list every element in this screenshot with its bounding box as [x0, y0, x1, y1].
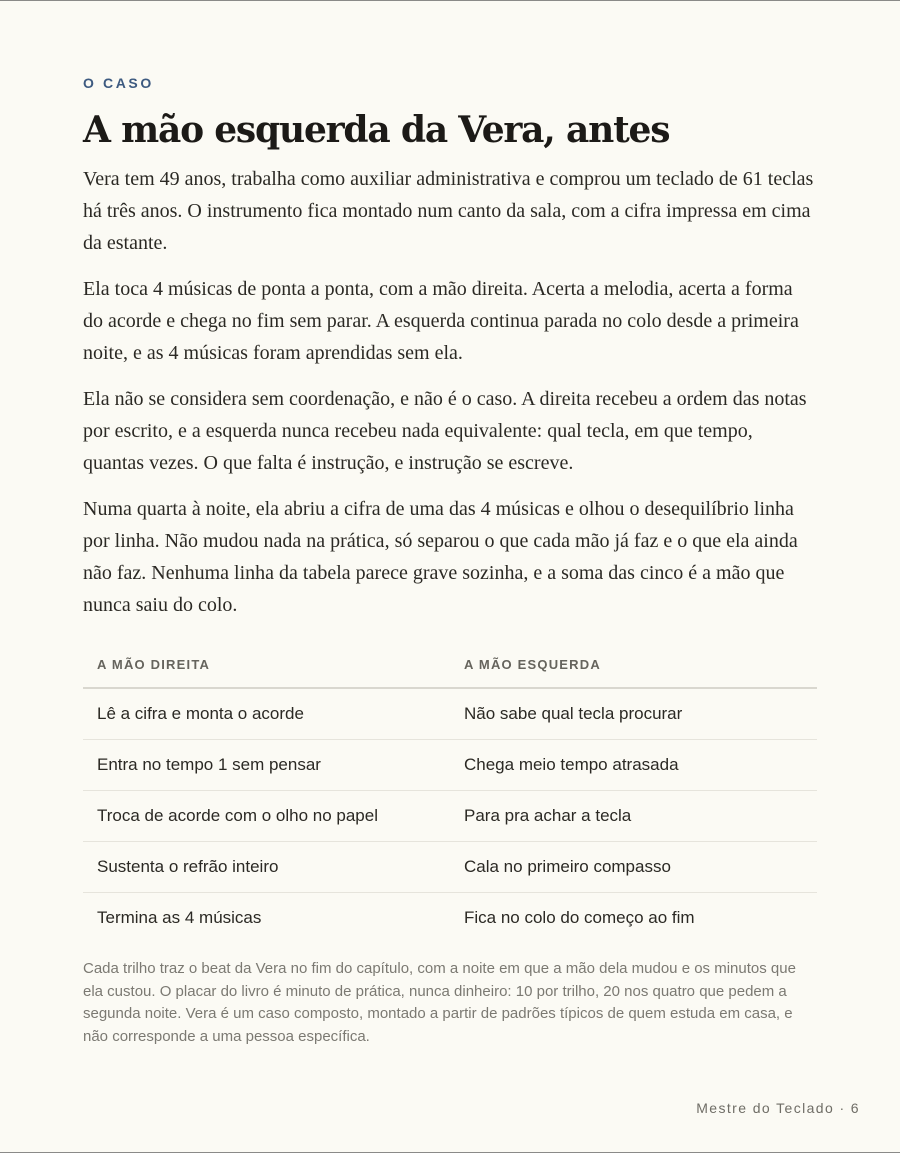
- column-header-right-hand: A MÃO DIREITA: [83, 641, 450, 688]
- paragraph: Numa quarta à noite, ela abriu a cifra de uma das 4 músicas e olhou o desequilíbrio linha por linha. Não mudou nada na prática, só separou o que cada mão já faz e o que ela ainda não faz. Nenhuma linha da tabela parece grave sozinha, e a soma das cinco é a mão que nunca saiu do colo.: [83, 498, 798, 616]
- table-row: [83, 893, 817, 944]
- body-text: [83, 163, 817, 635]
- table-cell: Chega meio tempo atrasada: [450, 740, 817, 791]
- table-cell: Troca de acorde com o olho no papel: [83, 791, 450, 842]
- paragraph: Vera tem 49 anos, trabalha como auxiliar administrativa e comprou um teclado de 61 teclas há três anos. O instrumento fica montado num canto da sala, com a cifra impressa em cima da estante.: [83, 168, 814, 254]
- table-cell: Termina as 4 músicas: [97, 908, 262, 927]
- paragraph: Ela toca 4 músicas de ponta a ponta, com a mão direita. Acerta a melodia, acerta a forma do acorde e chega no fim sem parar. A esquerda continua parada no colo desde a primeira noite, e as 4 músicas foram aprendidas sem ela.: [83, 278, 799, 364]
- section-kicker: O CASO: [83, 75, 154, 91]
- column-header-left-hand: A MÃO ESQUERDA: [450, 641, 817, 688]
- table-row: [83, 842, 817, 893]
- page-title: A mão esquerda da Vera, antes: [83, 109, 670, 151]
- table-cell: Não sabe qual tecla procurar: [450, 688, 817, 740]
- paragraph: Ela não se considera sem coordenação, e não é o caso. A direita recebeu a ordem das notas por escrito, e a esquerda nunca recebeu nada equivalente: qual tecla, em que tempo, quantas vezes. O que falta é instrução, e instrução se escreve.: [83, 388, 807, 474]
- table-row: [83, 740, 817, 791]
- table-cell: Sustenta o refrão inteiro: [83, 842, 450, 893]
- table-row: [83, 688, 817, 740]
- table-row: [83, 791, 817, 842]
- table-cell: Fica no colo do começo ao fim: [464, 908, 695, 927]
- footnote: Cada trilho traz o beat da Vera no fim do capítulo, com a noite em que a mão dela mudou e os minutos que ela custou. O placar do livro é minuto de prática, nunca dinheiro: 10 por trilho, 20 nos quatro que pedem a segunda noite. Vera é um caso composto, montado a partir de padrões típicos de quem estuda em casa, e não corresponde a uma pessoa específica.: [83, 960, 796, 1045]
- table-cell: Para pra achar a tecla: [450, 791, 817, 842]
- table-cell: Lê a cifra e monta o acorde: [83, 688, 450, 740]
- table-cell: Cala no primeiro compasso: [450, 842, 817, 893]
- table-cell: Entra no tempo 1 sem pensar: [83, 740, 450, 791]
- table-header-row: [83, 641, 817, 688]
- comparison-table: [83, 641, 817, 943]
- page-folio: Mestre do Teclado · 6: [696, 1100, 860, 1116]
